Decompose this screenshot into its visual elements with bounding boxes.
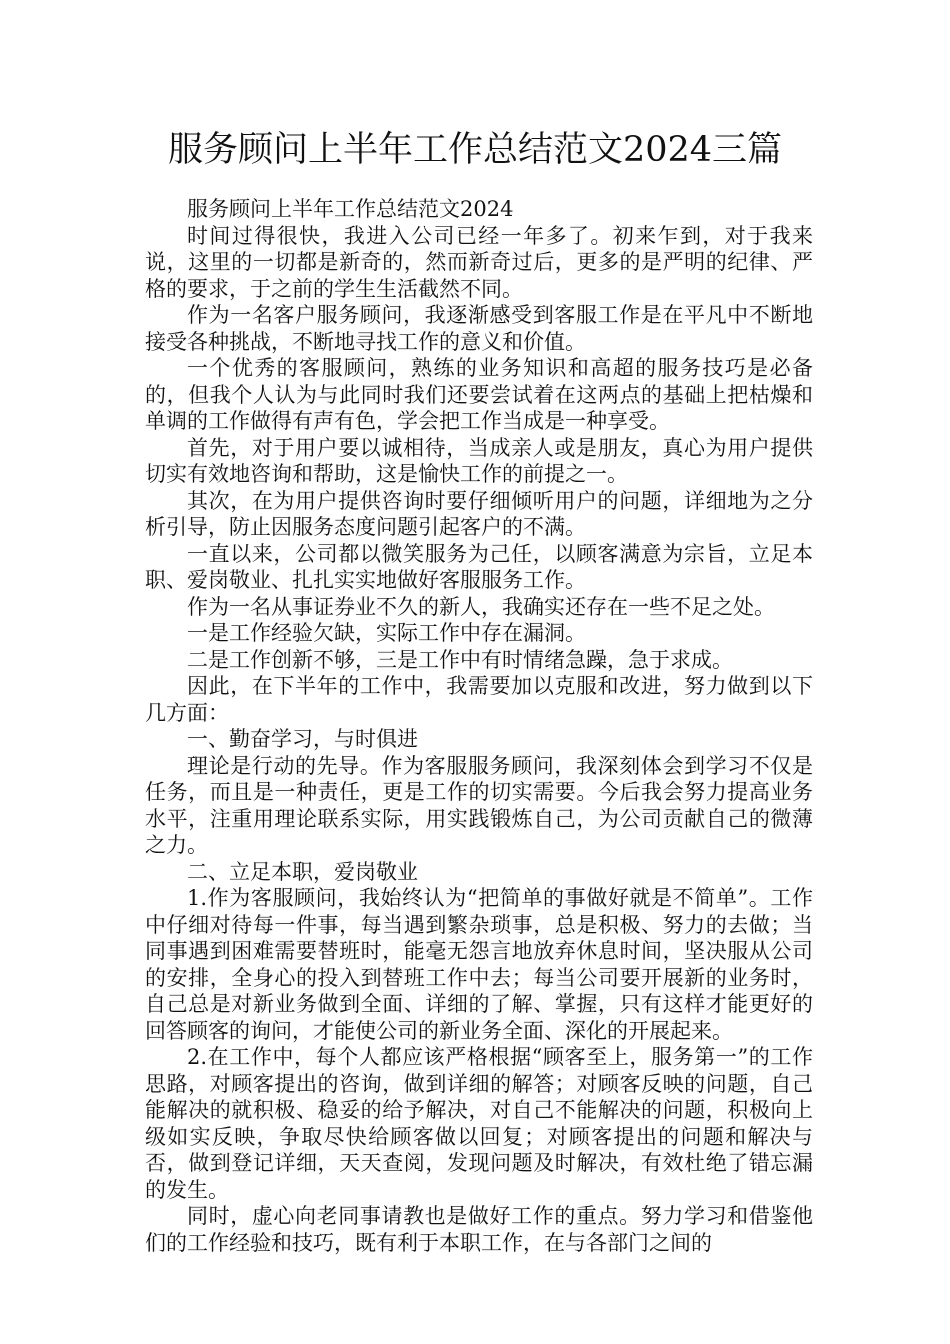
subtitle-paragraph: 服务顾问上半年工作总结范文2024 bbox=[187, 197, 514, 221]
paragraph: 一直以来，公司都以微笑服务为己任，以顾客满意为宗旨，立足本职、爱岗敬业、扎扎实实地做好客服服务工作。 bbox=[145, 541, 813, 592]
paragraph: 作为一名从事证券业不久的新人，我确实还存在一些不足之处。 bbox=[187, 594, 775, 619]
paragraph: 理论是行动的先导。作为客服服务顾问，我深刻体会到学习不仅是任务，而且是一种责任，更是工作的切实需要。今后我会努力提高业务水平，注重用理论联系实际，用实践锻炼自己，为公司贡献自己的微薄之力。 bbox=[145, 753, 813, 857]
document-title: 服务顾问上半年工作总结范文2024三篇 bbox=[167, 130, 783, 170]
paragraph: 首先，对于用户要以诚相待，当成亲人或是朋友，真心为用户提供切实有效地咨询和帮助，这是愉快工作的前提之一。 bbox=[145, 435, 813, 486]
paragraph: 作为一名客户服务顾问，我逐渐感受到客服工作是在平凡中不断地接受各种挑战，不断地寻找工作的意义和价值。 bbox=[145, 303, 813, 354]
section-heading: 二、立足本职，爱岗敬业 bbox=[187, 859, 418, 884]
paragraph: 一是工作经验欠缺，实际工作中存在漏洞。 bbox=[187, 621, 586, 645]
paragraph: 2.在工作中，每个人都应该严格根据“顾客至上，服务第一”的工作思路，对顾客提出的咨询，做到详细的解答；对顾客反映的问题，自己能解决的就积极、稳妥的给予解决，对自己不能解决的问题，积极向上级如实反映，争取尽快给顾客做以回复；对顾客提出的问题和解决与否，做到登记详细，天天查阅，发现问题及时解决，有效杜绝了错忘漏的发生。 bbox=[145, 1045, 813, 1202]
paragraph: 一个优秀的客服顾问，熟练的业务知识和高超的服务技巧是必备的，但我个人认为与此同时我们还要尝试着在这两点的基础上把枯燥和单调的工作做得有声有色，学会把工作当成是一种享受。 bbox=[145, 356, 813, 433]
paragraph: 同时，虚心向老同事请教也是做好工作的重点。努力学习和借鉴他们的工作经验和技巧，既有利于本职工作，在与各部门之间的 bbox=[145, 1204, 813, 1255]
paragraph: 1.作为客服顾问，我始终认为“把简单的事做好就是不简单”。工作中仔细对待每一件事，每当遇到繁杂琐事，总是积极、努力的去做；当同事遇到困难需要替班时，能毫无怨言地放弃休息时间，坚决服从公司的安排，全身心的投入到替班工作中去；每当公司要开展新的业务时，自己总是对新业务做到全面、详细的了解、掌握，只有这样才能更好的回答顾客的询问，才能使公司的新业务全面、深化的开展起来。 bbox=[145, 886, 813, 1043]
section-heading: 一、勤奋学习，与时俱进 bbox=[187, 727, 418, 751]
paragraph: 时间过得很快，我进入公司已经一年多了。初来乍到，对于我来说，这里的一切都是新奇的，然而新奇过后，更多的是严明的纪律、严格的要求，于之前的学生生活截然不同。 bbox=[145, 223, 813, 301]
paragraph: 因此，在下半年的工作中，我需要加以克服和改进，努力做到以下几方面： bbox=[145, 674, 813, 725]
paragraph: 二是工作创新不够，三是工作中有时情绪急躁，急于求成。 bbox=[187, 647, 733, 672]
document-body bbox=[145, 196, 813, 1256]
paragraph: 其次，在为用户提供咨询时要仔细倾听用户的问题，详细地为之分析引导，防止因服务态度问题引起客户的不满。 bbox=[145, 488, 813, 539]
